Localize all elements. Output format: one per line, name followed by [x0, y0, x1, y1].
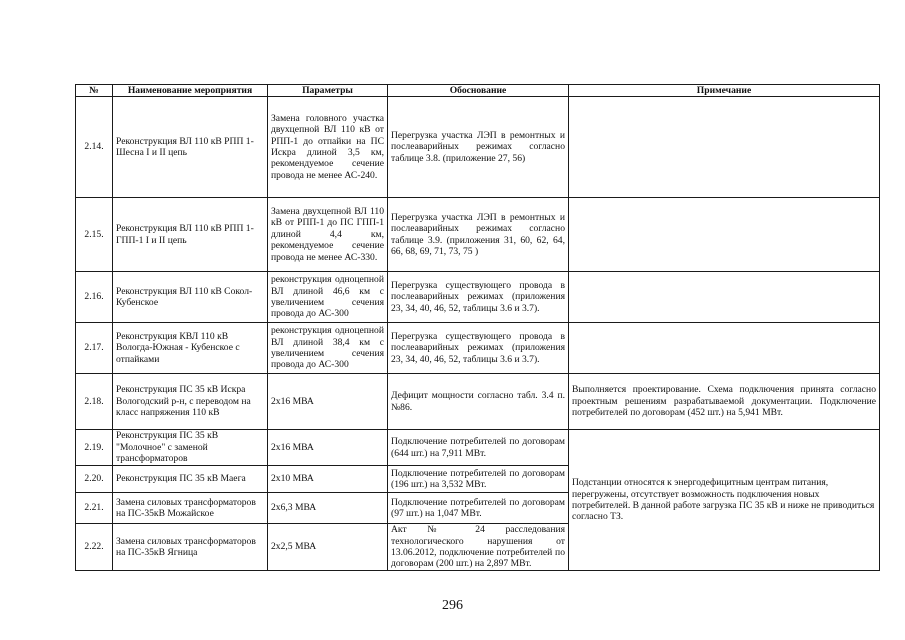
- header-basis: Обоснование: [388, 85, 569, 97]
- page-number: 296: [442, 598, 463, 613]
- table-header-row: [76, 85, 880, 97]
- measure-name: Реконструкция КВЛ 110 кВ Вологда-Южная - Кубенское с отпайками: [113, 323, 268, 374]
- measure-basis: Перегрузка существующего провода в послеаварийных режимах (приложения 23, 34, 40, 46, 52, таблицы 3.6 и 3.7).: [388, 272, 569, 323]
- table-row: [76, 374, 880, 430]
- measure-name: Реконструкция ВЛ 110 кВ Сокол-Кубенское: [113, 272, 268, 323]
- measure-basis: Перегрузка существующего провода в послеаварийных режимах (приложения 23, 34, 40, 46, 52, таблицы 3.6 и 3.7).: [388, 323, 569, 374]
- measure-basis: Подключение потребителей по договорам (97 шт.) на 1,047 МВт.: [388, 493, 569, 524]
- measure-name: Реконструкция ВЛ 110 кВ РПП 1-ГПП-1 I и II цепь: [113, 198, 268, 272]
- measure-name: Реконструкция ПС 35 кВ Искра Вологодский р-н, с переводом на класс напряжения 110 кВ: [113, 374, 268, 430]
- measure-note: Выполняется проектирование. Схема подключения принята согласно проектным решениям разрабатываемой документации. Подключение потребителей по договорам (452 шт.) на 5,941 МВт.: [569, 374, 880, 430]
- measure-note: [569, 272, 880, 323]
- row-number: 2.21.: [76, 493, 113, 524]
- measure-name: Реконструкция ПС 35 кВ Маега: [113, 466, 268, 493]
- measure-params: 2x16 МВА: [268, 430, 388, 466]
- measure-params: реконструкция одноцепной ВЛ длиной 46,6 км с увеличением сечения провода до АС-300: [268, 272, 388, 323]
- table-row: [76, 198, 880, 272]
- header-note: Примечание: [569, 85, 880, 97]
- measure-basis: Перегрузка участка ЛЭП в ремонтных и послеаварийных режимах согласно таблице 3.9. (приложения 31, 60, 62, 64, 66, 68, 69, 71, 73, 75 ): [388, 198, 569, 272]
- measure-name: Замена силовых трансформаторов на ПС-35кВ Ягница: [113, 524, 268, 571]
- measure-params: 2x6,3 МВА: [268, 493, 388, 524]
- header-num: №: [76, 85, 113, 97]
- row-number: 2.14.: [76, 97, 113, 198]
- row-number: 2.22.: [76, 524, 113, 571]
- measure-name: Реконструкция ВЛ 110 кВ РПП 1-Шесна I и II цепь: [113, 97, 268, 198]
- measure-note: [569, 323, 880, 374]
- row-number: 2.20.: [76, 466, 113, 493]
- merged-note: Подстанции относятся к энергодефицитным центрам питания, перегружены, отсутствует возможность подключения новых потребителей. В данной работе загрузка ПС 35 кВ и ниже не приводиться согласно ТЗ.: [569, 430, 880, 571]
- measure-params: Замена двухцепной ВЛ 110 кВ от РПП-1 до ПС ГПП-1 длиной 4,4 км, рекомендуемое сечение провода не менее АС-330.: [268, 198, 388, 272]
- measure-params: реконструкция одноцепной ВЛ длиной 38,4 км с увеличением сечения провода до АС-300: [268, 323, 388, 374]
- measure-name: Замена силовых трансформаторов на ПС-35кВ Можайское: [113, 493, 268, 524]
- measure-name: Реконструкция ПС 35 кВ "Молочное" с заменой трансформаторов: [113, 430, 268, 466]
- measure-params: 2x10 МВА: [268, 466, 388, 493]
- row-number: 2.19.: [76, 430, 113, 466]
- measure-basis: Перегрузка участка ЛЭП в ремонтных и послеаварийных режимах согласно таблице 3.8. (приложение 27, 56): [388, 97, 569, 198]
- measure-basis: Подключение потребителей по договорам (644 шт.) на 7,911 МВт.: [388, 430, 569, 466]
- measure-basis: Акт № 24 расследования технологического нарушения от 13.06.2012, подключение потребителей по договорам (200 шт.) на 2,897 МВт.: [388, 524, 569, 571]
- measure-basis: Подключение потребителей по договорам (196 шт.) на 3,532 МВт.: [388, 466, 569, 493]
- measure-params: 2x2,5 МВА: [268, 524, 388, 571]
- measure-params: 2x16 МВА: [268, 374, 388, 430]
- table-row: [76, 97, 880, 198]
- row-number: 2.16.: [76, 272, 113, 323]
- row-number: 2.15.: [76, 198, 113, 272]
- measure-basis: Дефицит мощности согласно табл. 3.4 п. №86.: [388, 374, 569, 430]
- measure-note: [569, 198, 880, 272]
- measures-table: [75, 84, 880, 571]
- table-row: [76, 430, 880, 466]
- header-name: Наименование мероприятия: [113, 85, 268, 97]
- table-row: [76, 272, 880, 323]
- measure-params: Замена головного участка двухцепной ВЛ 110 кВ от РПП-1 до отпайки на ПС Искра длиной 3,5 км, рекомендуемое сечение провода не менее АС-240.: [268, 97, 388, 198]
- row-number: 2.18.: [76, 374, 113, 430]
- header-params: Параметры: [268, 85, 388, 97]
- table-row: [76, 323, 880, 374]
- row-number: 2.17.: [76, 323, 113, 374]
- measure-note: [569, 97, 880, 198]
